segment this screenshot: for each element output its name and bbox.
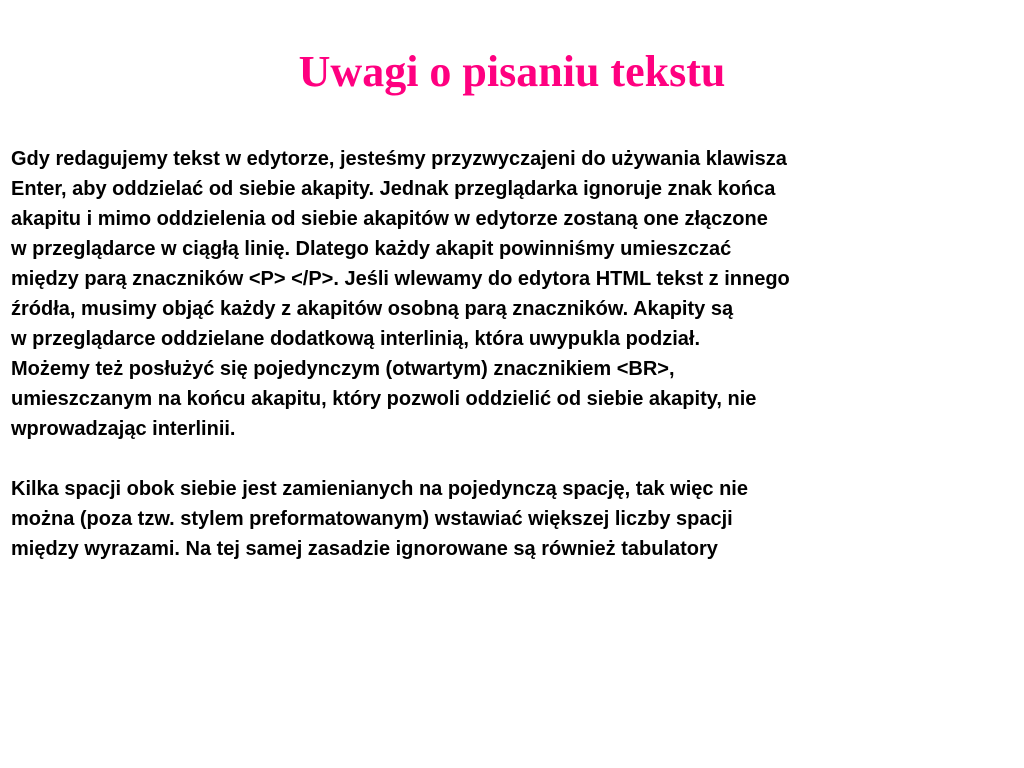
text-line: w przeglądarce w ciągłą linię. Dlatego każdy akapit powinniśmy umieszczać bbox=[11, 238, 732, 260]
text-line: w przeglądarce oddzielane dodatkową interlinią, która uwypukla podział. bbox=[11, 328, 701, 350]
text-line: Gdy redagujemy tekst w edytorze, jesteśmy przyzwyczajeni do używania klawisza bbox=[11, 148, 787, 170]
text-line: można (poza tzw. stylem preformatowanym) wstawiać większej liczby spacji bbox=[11, 508, 733, 530]
paragraph-2 bbox=[11, 474, 1019, 564]
text-line: Kilka spacji obok siebie jest zamienianych na pojedynczą spację, tak więc nie bbox=[11, 478, 748, 500]
text-line: między wyrazami. Na tej samej zasadzie ignorowane są również tabulatory bbox=[11, 538, 718, 560]
text-line: źródła, musimy objąć każdy z akapitów osobną parą znaczników. Akapity są bbox=[11, 298, 734, 320]
text-line: akapitu i mimo oddzielenia od siebie akapitów w edytorze zostaną one złączone bbox=[11, 208, 768, 230]
text-line: między parą znaczników <P> </P>. Jeśli wlewamy do edytora HTML tekst z innego bbox=[11, 268, 790, 290]
text-line: Możemy też posłużyć się pojedynczym (otwartym) znacznikiem <BR>, bbox=[11, 358, 675, 380]
paragraph-1 bbox=[11, 144, 1019, 444]
text-line: Enter, aby oddzielać od siebie akapity. Jednak przeglądarka ignoruje znak końca bbox=[11, 178, 776, 200]
text-line: wprowadzając interlinii. bbox=[11, 418, 236, 440]
paragraph-spacer bbox=[11, 444, 1019, 474]
slide-title: Uwagi o pisaniu tekstu bbox=[298, 47, 726, 96]
text-line: umieszczanym na końcu akapitu, który pozwoli oddzielić od siebie akapity, nie bbox=[11, 388, 757, 410]
slide-body bbox=[11, 144, 1019, 564]
